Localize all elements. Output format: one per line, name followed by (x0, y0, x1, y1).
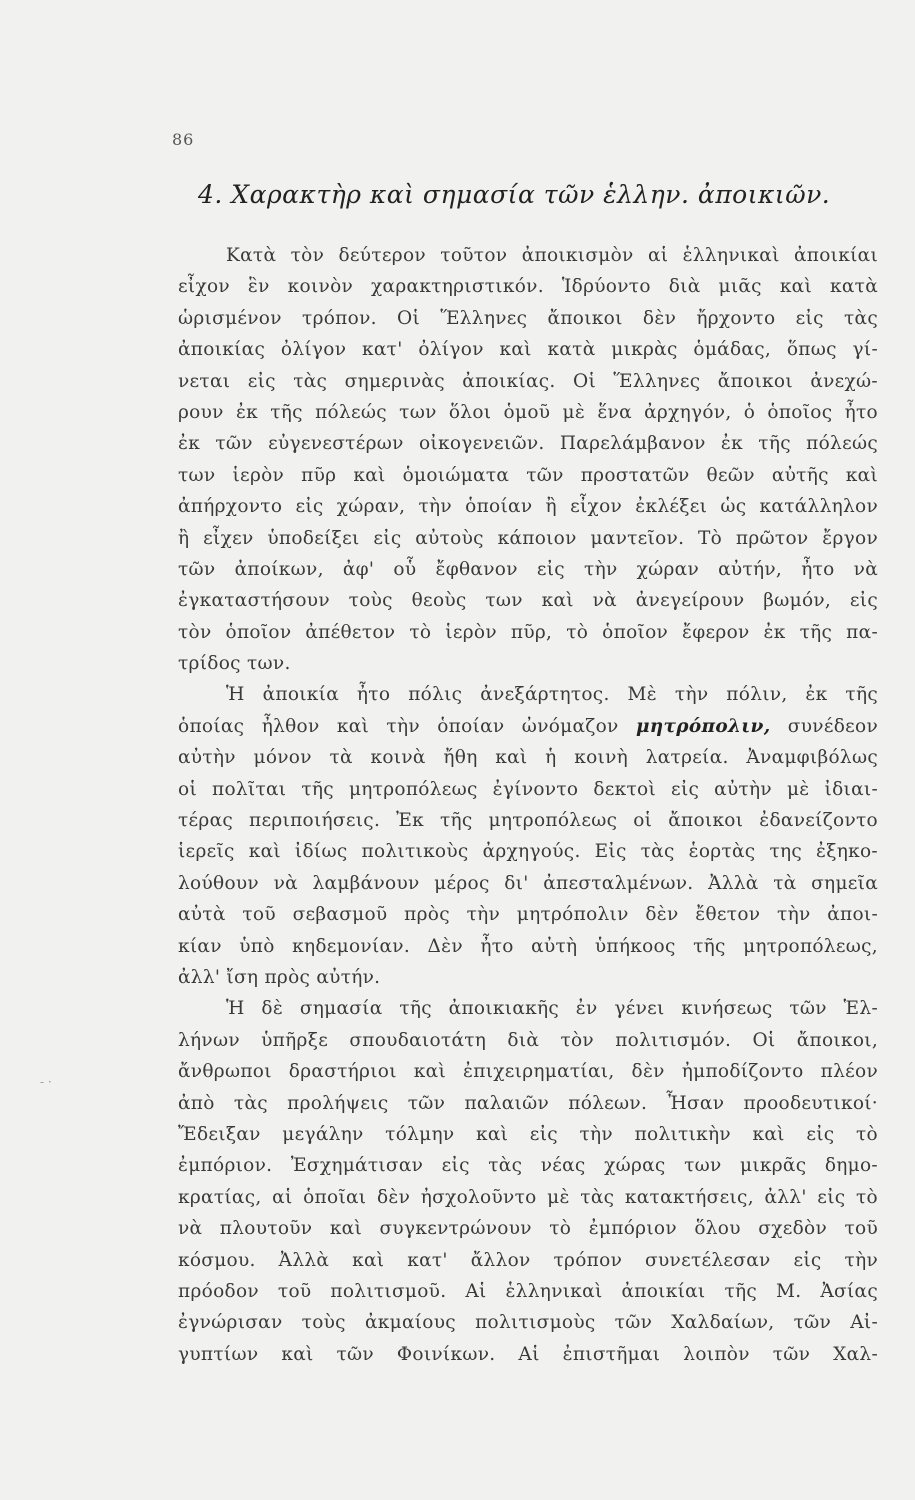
text-line: Ἡ ἀποικία ἦτο πόλις ἀνεξάρτητος. Μὲ τὴν πόλιν, ἐκ τῆς (226, 684, 878, 706)
text-line: ἀποικίας ὀλίγον κατ' ὀλίγον καὶ κατὰ μικρὰς ὁμάδας, ὅπως γί- (178, 339, 878, 361)
text-line: των ἱερὸν πῦρ καὶ ὁμοιώματα τῶν προστατῶν θεῶν αὐτῆς καὶ (178, 464, 878, 486)
text-line: ἄνθρωποι δραστήριοι καὶ ἐπιχειρηματίαι, δὲν ἠμποδίζοντο πλέον (178, 1061, 878, 1083)
text-line: τρίδος των. (178, 653, 291, 675)
text-line: Ἔδειξαν μεγάλην τόλμην καὶ εἰς τὴν πολιτικὴν καὶ εἰς τὸ (178, 1123, 878, 1145)
paragraph-3 (178, 993, 878, 1370)
text-line: ἢ εἶχεν ὑποδείξει εἰς αὐτοὺς κάποιον μαντεῖον. Τὸ πρῶτον ἔργον (178, 527, 878, 549)
text-line: νὰ πλουτοῦν καὶ συγκεντρώνουν τὸ ἐμπόριον ὅλου σχεδὸν τοῦ (178, 1218, 878, 1240)
text-line: ἱερεῖς καὶ ἰδίως πολιτικοὺς ἀρχηγούς. Εἰς τὰς ἑορτὰς της ἐξηκο- (178, 841, 878, 863)
text-line-with-emphasis (178, 711, 878, 742)
text-line: ὡρισμένον τρόπον. Οἱ Ἕλληνες ἄποικοι δὲν ἤρχοντο εἰς τὰς (178, 307, 878, 329)
text-line: αὐτὴν μόνον τὰ κοινὰ ἤθη καὶ ἡ κοινὴ λατρεία. Ἀναμφιβόλως (178, 747, 878, 769)
page-number: 86 (172, 130, 195, 149)
text-line: ἀλλ' ἴση πρὸς αὐτήν. (178, 966, 381, 988)
text-line: κόσμου. Ἀλλὰ καὶ κατ' ἄλλον τρόπον συνετέλεσαν εἰς τὴν (178, 1249, 878, 1271)
margin-mark: - · (40, 1075, 52, 1089)
text-line: ρουν ἐκ τῆς πόλεώς των ὅλοι ὁμοῦ μὲ ἕνα ἀρχηγόν, ὁ ὁποῖος ἦτο (178, 401, 878, 423)
text-fragment: ὁποίας ἦλθον καὶ τὴν ὁποίαν ὠνόμαζον (178, 715, 619, 737)
text-line: κρατίας, αἱ ὁποῖαι δὲν ἠσχολοῦντο μὲ τὰς κατακτήσεις, ἀλλ' εἰς τὸ (178, 1186, 878, 1208)
text-line: ἐμπόριον. Ἐσχημάτισαν εἰς τὰς νέας χώρας των μικρᾶς δημο- (178, 1155, 878, 1177)
paragraph-1 (178, 240, 878, 679)
text-line: Ἡ δὲ σημασία τῆς ἀποικιακῆς ἐν γένει κινήσεως τῶν Ἑλ- (226, 998, 878, 1020)
text-line: νεται εἰς τὰς σημερινὰς ἀποικίας. Οἱ Ἕλληνες ἄποικοι ἀνεχώ- (178, 370, 878, 392)
text-line: πρόοδον τοῦ πολιτισμοῦ. Αἱ ἑλληνικαὶ ἀποικίαι τῆς Μ. Ἀσίας (178, 1280, 878, 1302)
text-line: ἀπὸ τὰς προλήψεις τῶν παλαιῶν πόλεων. Ἦσαν προοδευτικοί· (178, 1092, 878, 1114)
text-line: οἱ πολῖται τῆς μητροπόλεως ἐγίνοντο δεκτοὶ εἰς αὐτὴν μὲ ἰδιαι- (178, 778, 878, 800)
text-line: τέρας περιποιήσεις. Ἐκ τῆς μητροπόλεως οἱ ἄποικοι ἐδανείζοντο (178, 810, 878, 832)
text-line: τῶν ἀποίκων, ἀφ' οὗ ἔφθανον εἰς τὴν χώραν αὐτήν, ἦτο νὰ (178, 558, 878, 580)
text-line: ἐκ τῶν εὐγενεστέρων οἰκογενειῶν. Παρελάμβανον ἐκ τῆς πόλεώς (178, 433, 878, 455)
text-line: αὐτὰ τοῦ σεβασμοῦ πρὸς τὴν μητρόπολιν δὲν ἔθετον τὴν ἀποι- (178, 904, 878, 926)
text-line: ἀπήρχοντο εἰς χώραν, τὴν ὁποίαν ἢ εἶχον ἐκλέξει ὡς κατάλληλον (178, 496, 878, 518)
text-line: λήνων ὑπῆρξε σπουδαιοτάτη διὰ τὸν πολιτισμόν. Οἱ ἄποικοι, (178, 1029, 878, 1051)
paragraph-2 (178, 679, 878, 993)
emphasized-term: μητρόπολιν, (635, 715, 771, 737)
text-line: κίαν ὑπὸ κηδεμονίαν. Δὲν ἦτο αὐτὴ ὑπήκοος τῆς μητροπόλεως, (178, 935, 878, 957)
text-fragment: συνέδεον (787, 715, 879, 737)
body-text (178, 240, 878, 1370)
text-line: γυπτίων καὶ τῶν Φοινίκων. Αἱ ἐπιστῆμαι λοιπὸν τῶν Χαλ- (178, 1343, 878, 1365)
text-line: Κατὰ τὸν δεύτερον τοῦτον ἀποικισμὸν αἱ ἑλληνικαὶ ἀποικίαι (226, 245, 878, 266)
text-line: ἐγνώρισαν τοὺς ἀκμαίους πολιτισμοὺς τῶν Χαλδαίων, τῶν Αἰ- (178, 1312, 878, 1334)
text-line: ἐγκαταστήσουν τοὺς θεοὺς των καὶ νὰ ἀνεγείρουν βωμόν, εἰς (178, 590, 878, 612)
text-line: λούθουν νὰ λαμβάνουν μέρος δι' ἀπεσταλμένων. Ἀλλὰ τὰ σημεῖα (178, 872, 878, 894)
text-line: τὸν ὁποῖον ἀπέθετον τὸ ἱερὸν πῦρ, τὸ ὁποῖον ἔφερον ἐκ τῆς πα- (178, 621, 878, 643)
chapter-heading: 4. Χαρακτὴρ καὶ σημασία τῶν ἑλλην. ἀποικιῶν. (198, 180, 831, 209)
text-line: εἶχον ἓν κοινὸν χαρακτηριστικόν. Ἱδρύοντο διὰ μιᾶς καὶ κατὰ (178, 276, 878, 298)
